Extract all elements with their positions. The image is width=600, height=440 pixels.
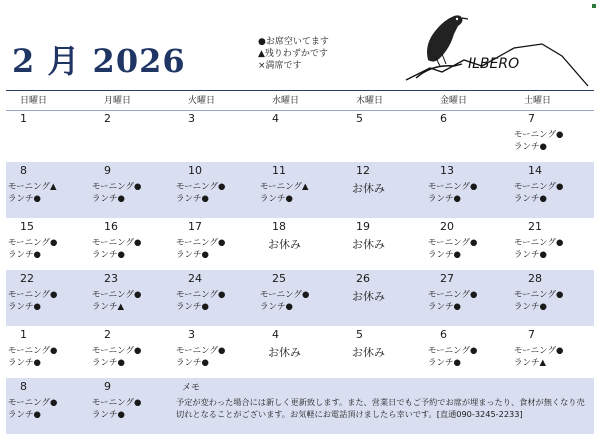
closed-label: お休み [352,182,385,195]
lunch-status: ランチ● [514,142,547,152]
day-cell [90,378,174,434]
day-number: 24 [188,272,202,285]
day-cell [258,218,342,270]
day-number: 4 [272,112,279,125]
day-number: 2 [104,328,111,341]
morning-status: モーニング● [514,290,564,300]
header-rule [6,90,594,91]
day-cell [510,162,594,218]
weekday-sun: 日曜日 [6,92,90,111]
morning-status: モーニング▲ [8,182,57,192]
day-cell [342,270,426,326]
day-number: 5 [356,112,363,125]
lunch-status: ランチ● [176,250,209,260]
morning-status: モーニング● [8,346,58,356]
day-number: 21 [528,220,542,233]
day-number: 20 [440,220,454,233]
day-number: 3 [188,328,195,341]
day-cell [90,110,174,162]
morning-status: モーニング▲ [260,182,309,192]
day-number: 12 [356,164,370,177]
weekday-tue: 火曜日 [174,92,258,111]
day-cell [426,110,510,162]
day-number: 26 [356,272,370,285]
day-cell [90,326,174,378]
day-cell [174,110,258,162]
day-number: 11 [272,164,286,177]
day-number: 28 [528,272,542,285]
morning-status: モーニング● [428,290,478,300]
legend-few-left: ▲残りわずかです [258,49,328,59]
day-cell [426,270,510,326]
lunch-status: ランチ● [92,358,125,368]
morning-status: モーニング● [176,238,226,248]
lunch-status: ランチ● [92,194,125,204]
day-cell [6,162,90,218]
day-cell [6,326,90,378]
lunch-status: ランチ● [428,302,461,312]
day-cell [90,162,174,218]
day-cell [426,326,510,378]
weekday-sat: 土曜日 [510,92,594,111]
day-cell [426,218,510,270]
day-cell [510,270,594,326]
lunch-status: ランチ● [428,358,461,368]
lunch-status: ランチ● [8,194,41,204]
day-number: 10 [188,164,202,177]
morning-status: モーニング● [176,290,226,300]
day-number: 7 [528,328,535,341]
day-cell [6,378,90,434]
day-number: 19 [356,220,370,233]
weekday-fri: 金曜日 [426,92,510,111]
availability-legend [258,36,329,72]
day-cell [510,326,594,378]
morning-status: モーニング● [8,238,58,248]
morning-status: モーニング● [176,346,226,356]
week-row [6,270,594,326]
day-number: 9 [104,164,111,177]
closed-label: お休み [352,238,385,251]
day-cell [258,326,342,378]
lunch-status: ランチ● [176,194,209,204]
morning-status: モーニング● [8,398,58,408]
closed-label: お休み [352,346,385,359]
day-number: 8 [20,380,27,393]
day-cell [510,110,594,162]
day-cell [174,218,258,270]
weekday-mon: 月曜日 [90,92,174,111]
day-number: 18 [272,220,286,233]
lunch-status: ランチ▲ [514,358,547,368]
morning-status: モーニング● [514,130,564,140]
day-number: 1 [20,112,27,125]
day-number: 7 [528,112,535,125]
lunch-status: ランチ● [8,302,41,312]
morning-status: モーニング● [260,290,310,300]
lunch-status: ランチ● [428,250,461,260]
lunch-status: ランチ● [260,302,293,312]
day-cell [6,218,90,270]
day-number: 8 [20,164,27,177]
week-row-last [6,378,594,434]
day-number: 22 [20,272,34,285]
day-number: 17 [188,220,202,233]
morning-status: モーニング● [92,182,142,192]
corner-mark [592,4,596,8]
day-cell [174,162,258,218]
lunch-status: ランチ● [428,194,461,204]
day-number: 1 [20,328,27,341]
morning-status: モーニング● [92,238,142,248]
day-cell [6,270,90,326]
weekday-wed: 水曜日 [258,92,342,111]
day-cell [342,218,426,270]
day-cell [174,326,258,378]
day-cell [342,326,426,378]
day-cell [510,218,594,270]
day-number: 4 [272,328,279,341]
lunch-status: ランチ● [514,302,547,312]
morning-status: モーニング● [428,346,478,356]
week-row [6,110,594,162]
day-number: 14 [528,164,542,177]
morning-status: モーニング● [92,346,142,356]
day-cell [90,218,174,270]
morning-status: モーニング● [514,238,564,248]
closed-label: お休み [352,290,385,303]
morning-status: モーニング● [8,290,58,300]
legend-full: ×満席です [258,61,302,71]
morning-status: モーニング● [428,238,478,248]
day-cell [174,270,258,326]
weekday-thu: 木曜日 [342,92,426,111]
day-number: 5 [356,328,363,341]
ilbero-logo [402,8,592,92]
morning-status: モーニング● [92,398,142,408]
day-cell [90,270,174,326]
closed-label: お休み [268,238,301,251]
weekday-header [6,92,594,110]
lunch-status: ランチ● [176,302,209,312]
day-number: 23 [104,272,118,285]
lunch-status: ランチ● [92,250,125,260]
day-number: 25 [272,272,286,285]
logo-text: ILBERO [468,56,520,72]
day-number: 6 [440,328,447,341]
day-cell [426,162,510,218]
lunch-status: ランチ● [8,250,41,260]
morning-status: モーニング● [176,182,226,192]
week-row [6,162,594,218]
day-number: 15 [20,220,34,233]
morning-status: モーニング● [92,290,142,300]
morning-status: モーニング● [514,346,564,356]
lunch-status: ランチ● [92,410,125,420]
day-cell [258,270,342,326]
lunch-status: ランチ▲ [92,302,125,312]
week-rows [6,110,594,378]
lunch-status: ランチ● [260,194,293,204]
day-number: 16 [104,220,118,233]
week-row [6,218,594,270]
morning-status: モーニング● [514,182,564,192]
memo-text: 予定が変わった場合には新しく更新致します。また、営業日でもご予約でお席が埋まったり、食材が無くなり売切れとなることがございます。お気軽にお電話頂けましたら幸いです。[直通090-3245-2233] [176,397,585,419]
lunch-status: ランチ● [8,358,41,368]
day-cell [258,110,342,162]
memo-title: メモ [182,383,201,393]
day-number: 9 [104,380,111,393]
day-number: 13 [440,164,454,177]
calendar-grid [6,92,594,434]
week-row [6,326,594,378]
day-number: 3 [188,112,195,125]
day-number: 6 [440,112,447,125]
lunch-status: ランチ● [514,194,547,204]
legend-available: ●お席空いてます [258,37,329,47]
day-cell [6,110,90,162]
day-cell [342,110,426,162]
day-cell [342,162,426,218]
day-cell [258,162,342,218]
day-number: 27 [440,272,454,285]
lunch-status: ランチ● [176,358,209,368]
closed-label: お休み [268,346,301,359]
day-number: 2 [104,112,111,125]
calendar-title: 2 月 2026 [12,42,186,80]
lunch-status: ランチ● [514,250,547,260]
lunch-status: ランチ● [8,410,41,420]
morning-status: モーニング● [428,182,478,192]
